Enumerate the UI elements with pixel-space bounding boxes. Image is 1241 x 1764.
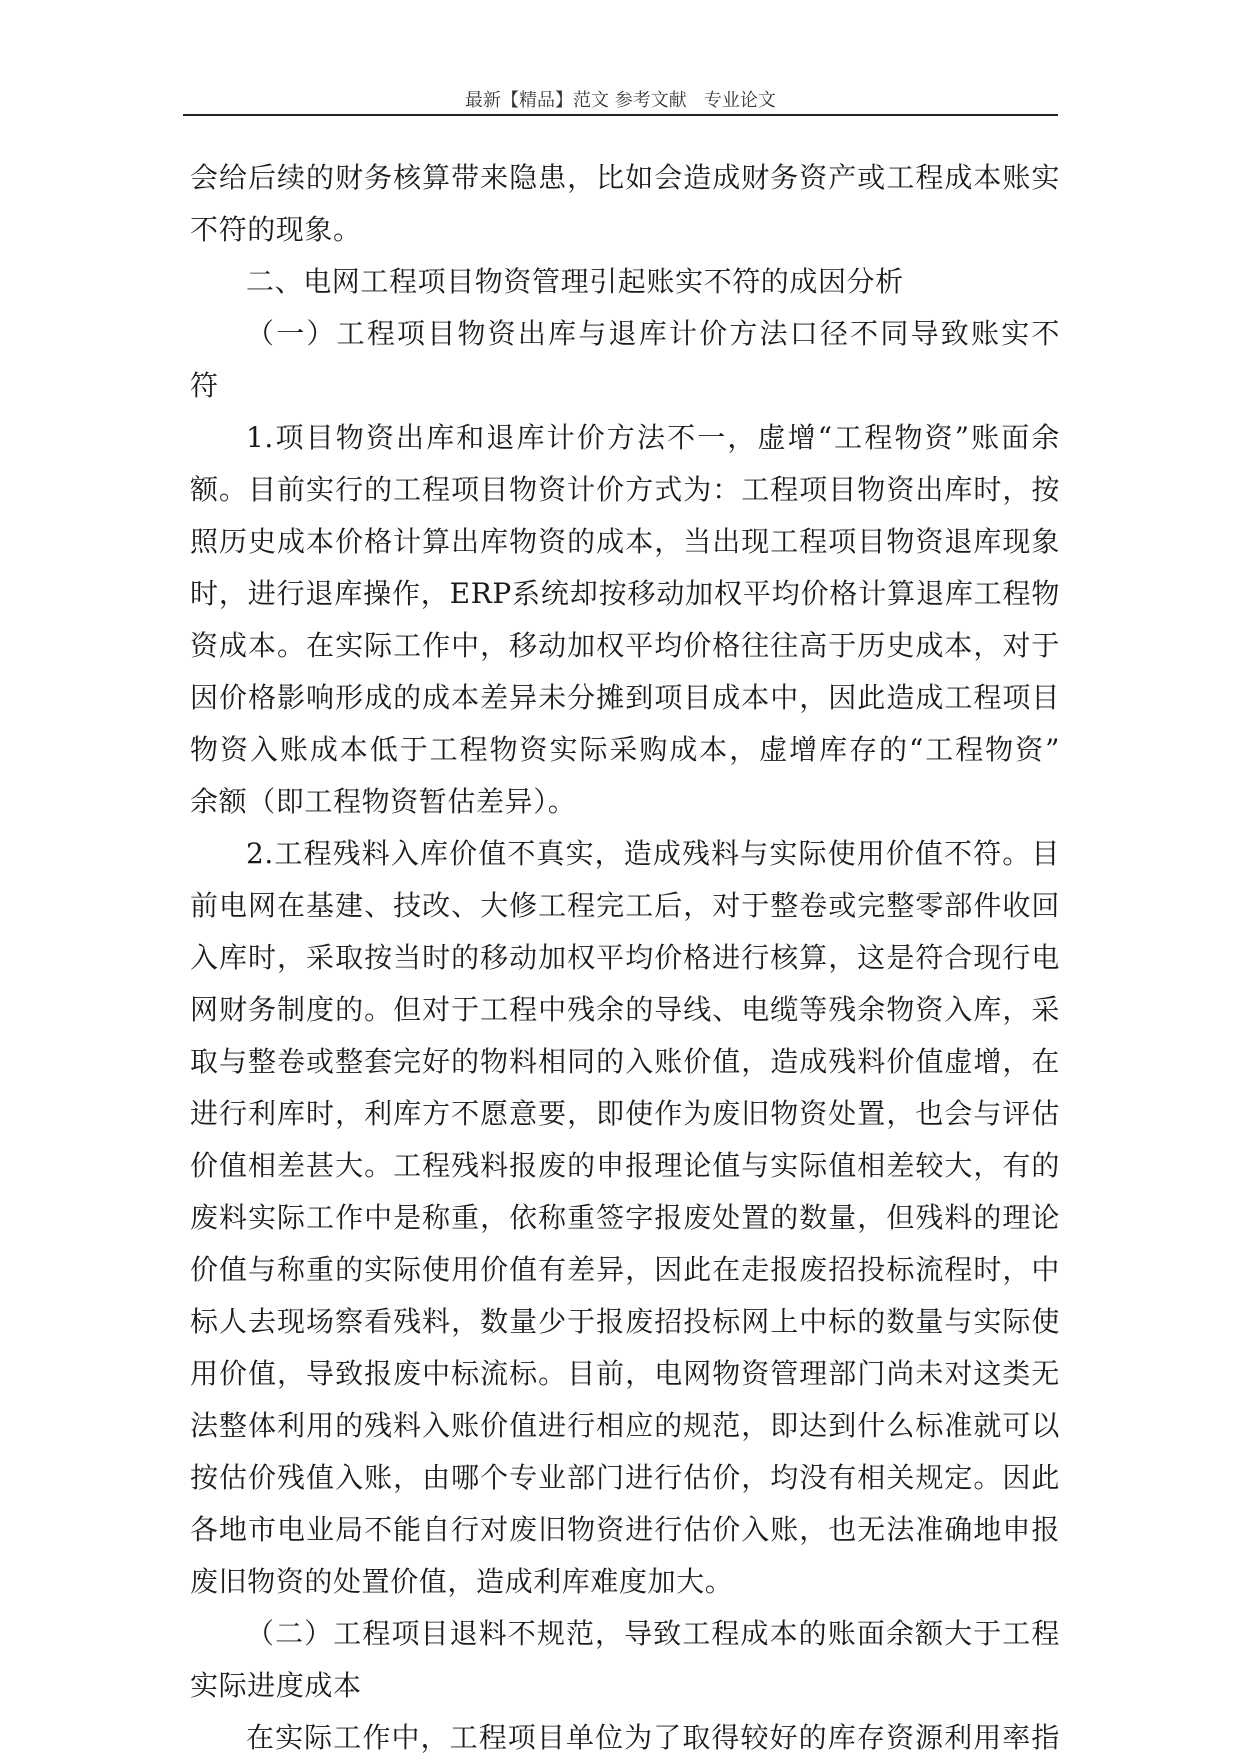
text-line: 法整体利用的残料入账价值进行相应的规范，即达到什么标准就可以 [190, 1409, 1060, 1442]
page-header: 最新【精品】范文 参考文献 专业论文 [465, 90, 776, 111]
text-line: 废旧物资的处置价值，造成利库难度加大。 [190, 1565, 734, 1598]
text-line: 额。目前实行的工程项目物资计价方式为：工程项目物资出库时，按 [190, 473, 1060, 506]
text-line: 资成本。在实际工作中，移动加权平均价格往往高于历史成本，对于 [190, 629, 1060, 662]
text-line: 物资入账成本低于工程物资实际采购成本，虚增库存的“工程物资” [190, 733, 1060, 766]
text-line: 标人去现场察看残料，数量少于报废招投标网上中标的数量与实际使 [190, 1305, 1060, 1338]
text-line: 网财务制度的。但对于工程中残余的导线、电缆等残余物资入库，采 [190, 993, 1060, 1026]
section-heading: 二、电网工程项目物资管理引起账实不符的成因分析 [246, 265, 904, 298]
text-line: 各地市电业局不能自行对废旧物资进行估价入账，也无法准确地申报 [190, 1513, 1060, 1546]
text-line: 前电网在基建、技改、大修工程完工后，对于整卷或完整零部件收回 [190, 889, 1060, 922]
text-line: 按估价残值入账，由哪个专业部门进行估价，均没有相关规定。因此 [190, 1461, 1060, 1494]
text-line: 取与整卷或整套完好的物料相同的入账价值，造成残料价值虚增，在 [190, 1045, 1060, 1078]
text-line: 2.工程残料入库价值不真实，造成残料与实际使用价值不符。目 [246, 837, 1060, 870]
text-line: 照历史成本价格计算出库物资的成本，当出现工程项目物资退库现象 [190, 525, 1060, 558]
text-line: 废料实际工作中是称重，依称重签字报废处置的数量，但残料的理论 [190, 1201, 1060, 1234]
text-line: 进行利库时，利库方不愿意要，即使作为废旧物资处置，也会与评估 [190, 1097, 1060, 1130]
text-line: 用价值，导致报废中标流标。目前，电网物资管理部门尚未对这类无 [190, 1357, 1060, 1390]
text-line: 1.项目物资出库和退库计价方法不一，虚增“工程物资”账面余 [246, 421, 1060, 454]
text-line: 余额（即工程物资暂估差异）。 [190, 785, 577, 818]
text-line: 价值相差甚大。工程残料报废的申报理论值与实际值相差较大，有的 [190, 1149, 1060, 1182]
body-text [190, 152, 1060, 1764]
header-rule [183, 114, 1058, 116]
text-line: 符 [190, 369, 219, 402]
text-line: 时，进行退库操作，ERP系统却按移动加权平均价格计算退库工程物 [190, 577, 1060, 610]
text-line: 实际进度成本 [190, 1669, 362, 1702]
text-line: 因价格影响形成的成本差异未分摊到项目成本中，因此造成工程项目 [190, 681, 1060, 714]
text-line: 会给后续的财务核算带来隐患，比如会造成财务资产或工程成本账实 [190, 161, 1060, 194]
text-line: 不符的现象。 [190, 213, 362, 246]
subsection-heading: （二）工程项目退料不规范，导致工程成本的账面余额大于工程 [246, 1617, 1060, 1650]
text-line: 价值与称重的实际使用价值有差异，因此在走报废招投标流程时，中 [190, 1253, 1060, 1286]
subsection-heading: （一）工程项目物资出库与退库计价方法口径不同导致账实不 [246, 317, 1060, 350]
text-line: 入库时，采取按当时的移动加权平均价格进行核算，这是符合现行电 [190, 941, 1060, 974]
text-line: 在实际工作中，工程项目单位为了取得较好的库存资源利用率指 [246, 1721, 1060, 1754]
